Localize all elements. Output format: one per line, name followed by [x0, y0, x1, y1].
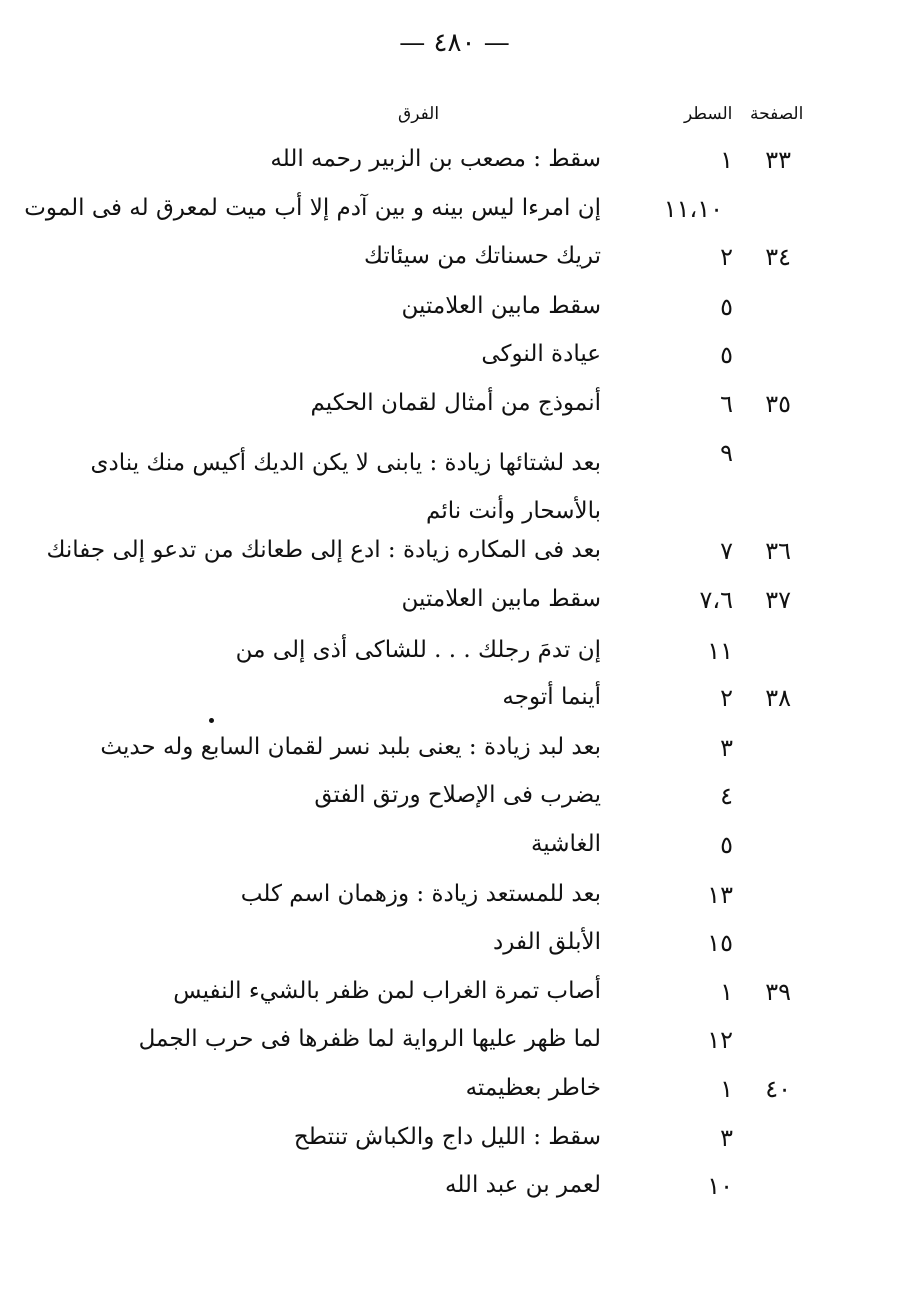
print-speck — [209, 718, 214, 723]
line-cell: ٥ — [720, 341, 733, 369]
difference-cell: بعد فى المكاره زيادة : ادع إلى طعانك من تدعو إلى جفانك — [46, 537, 601, 563]
difference-cell: تريك حسناتك من سيئاتك — [363, 243, 601, 269]
line-cell: ١٢ — [707, 1026, 733, 1054]
line-cell: ١٥ — [707, 929, 733, 957]
difference-cell: إن امرءا ليس بينه و بين آدم إلا أب ميت لمعرق له فى الموت — [24, 195, 601, 221]
difference-cell: سقط مابين العلامتين — [401, 586, 601, 612]
line-cell: ٦ — [720, 390, 733, 418]
difference-cell: بعد للمستعد زيادة : وزهمان اسم كلب — [240, 881, 601, 907]
page-cell: ٣٧ — [765, 586, 791, 614]
table-row — [0, 1172, 909, 1220]
difference-cell: الأبلق الفرد — [493, 929, 601, 955]
page-cell: ٣٣ — [765, 146, 791, 174]
line-cell: ٩ — [720, 439, 733, 467]
difference-cell: لعمر بن عبد الله — [444, 1172, 601, 1198]
page-cell: ٤٠ — [765, 1075, 791, 1103]
difference-cell: سقط : الليل داج والكباش تنتطح — [293, 1124, 601, 1150]
table-row — [0, 831, 909, 879]
line-cell: ٣ — [720, 1124, 733, 1152]
line-cell: ٢ — [720, 684, 733, 712]
table-row — [0, 929, 909, 977]
page-number: — ٤٨٠ — — [399, 28, 510, 58]
table-row — [0, 734, 909, 782]
table-row — [0, 1026, 909, 1074]
table-row — [0, 1124, 909, 1172]
table-row — [0, 195, 909, 243]
column-header-page: الصفحة — [750, 104, 804, 124]
line-cell: ١١ — [707, 637, 733, 665]
line-cell: ٥ — [720, 831, 733, 859]
line-cell: ١٠ — [707, 1172, 733, 1200]
table-row — [0, 341, 909, 389]
table-row — [0, 637, 909, 685]
line-cell: ٢ — [720, 243, 733, 271]
table-row — [0, 881, 909, 929]
line-cell: ٣ — [720, 734, 733, 762]
line-cell: ٧ — [720, 537, 733, 565]
difference-cell: أصاب تمرة الغراب لمن ظفر بالشيء النفيس — [173, 978, 601, 1004]
line-cell: ٤ — [720, 782, 733, 810]
table-row — [0, 586, 909, 634]
page-cell: ٣٩ — [765, 978, 791, 1006]
page-cell: ٣٤ — [765, 243, 791, 271]
column-header-line: السطر — [684, 104, 733, 124]
difference-cell: عيادة النوكى — [481, 341, 601, 367]
difference-cell: سقط : مصعب بن الزبير رحمه الله — [270, 146, 601, 172]
line-cell: ١ — [720, 1075, 733, 1103]
difference-cell: بعد لبد زيادة : يعنى بلبد نسر لقمان السابع وله حديث — [100, 734, 601, 760]
line-cell: ٥ — [720, 293, 733, 321]
table-row — [0, 243, 909, 291]
table-row — [0, 1075, 909, 1123]
table-row — [0, 146, 909, 194]
line-cell: ١١،١٠ — [663, 195, 723, 223]
difference-cell: الغاشية — [530, 831, 601, 857]
table-row — [0, 537, 909, 585]
line-cell: ١ — [720, 146, 733, 174]
table-row — [0, 293, 909, 341]
table-row — [0, 978, 909, 1026]
line-cell: ٧،٦ — [699, 586, 733, 614]
line-cell: ١٣ — [707, 881, 733, 909]
column-header-difference: الفرق — [398, 104, 440, 124]
difference-cell: إن تدمَ رجلك . . . للشاكى أذى إلى من — [235, 637, 601, 663]
difference-cell: أنموذج من أمثال لقمان الحكيم — [310, 390, 601, 416]
difference-cell: بعد لشتائها زيادة : يابنى لا يكن الديك أكيس منك ينادى بالأسحار وأنت نائم — [90, 450, 601, 524]
page-cell: ٣٨ — [765, 684, 791, 712]
table-row — [0, 782, 909, 830]
table-row — [0, 390, 909, 438]
difference-cell: لما ظهر عليها الرواية لما ظفرها فى حرب الجمل — [138, 1026, 601, 1052]
table-row — [0, 684, 909, 732]
difference-cell: سقط مابين العلامتين — [401, 293, 601, 319]
page-cell: ٣٦ — [765, 537, 791, 565]
difference-cell: خاطر بعظيمته — [465, 1075, 601, 1101]
line-cell: ١ — [720, 978, 733, 1006]
difference-cell: أينما أتوجه — [502, 684, 601, 710]
page-cell: ٣٥ — [765, 390, 791, 418]
difference-cell: يضرب فى الإصلاح ورتق الفتق — [314, 782, 601, 808]
table-row — [0, 439, 909, 535]
